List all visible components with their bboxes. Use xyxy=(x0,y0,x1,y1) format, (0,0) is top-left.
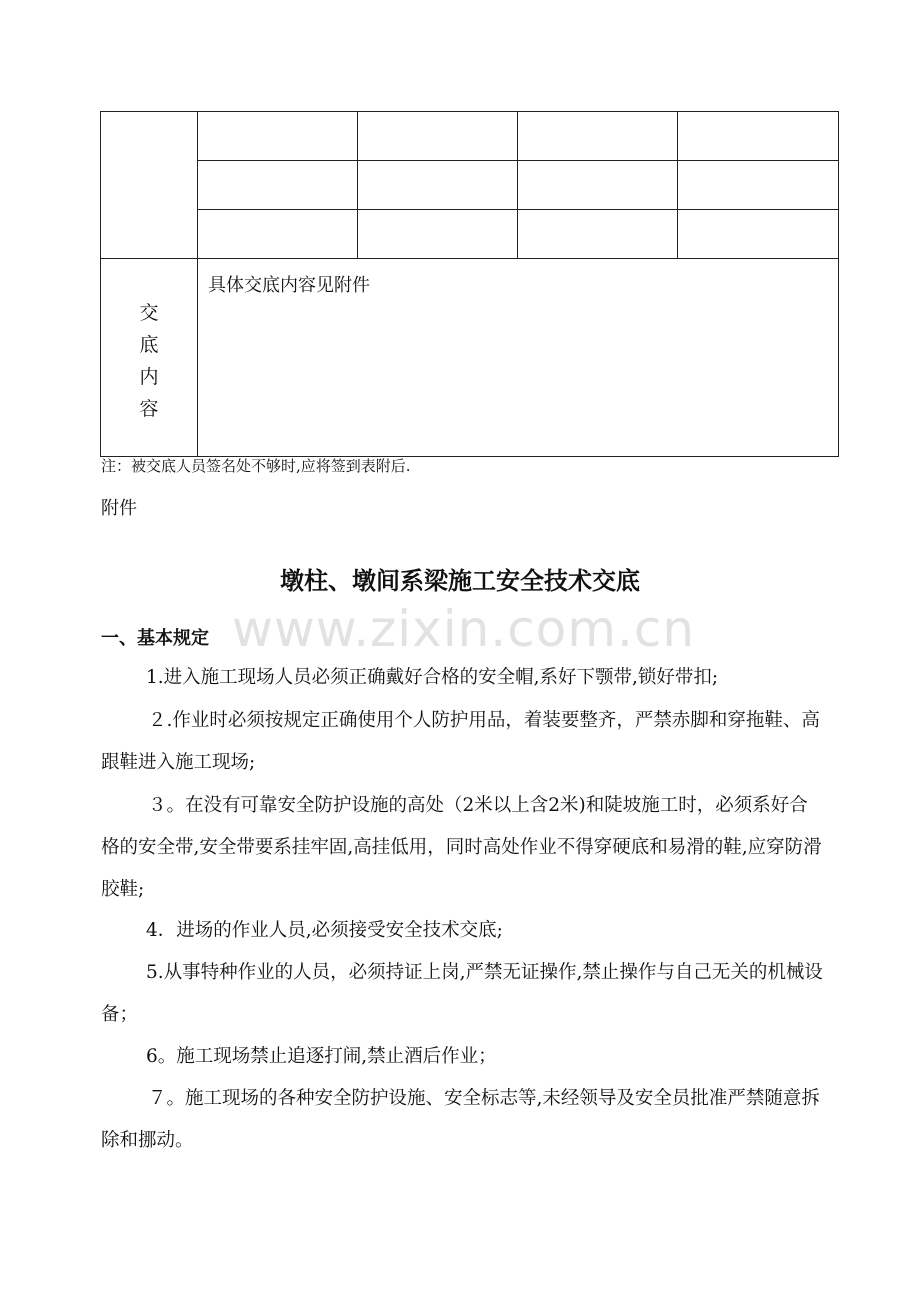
content-label-char: 内 xyxy=(139,365,159,388)
content-label-char: 交 xyxy=(139,301,159,324)
table-note: 注：被交底人员签名处不够时,应将签到表附后. xyxy=(101,457,411,475)
signature-cell xyxy=(198,161,358,210)
signature-row xyxy=(101,112,839,161)
rule-item: ２.作业时必须按规定正确使用个人防护用品，着装要整齐，严禁赤脚和穿拖鞋、高跟鞋进入施工现场; xyxy=(101,710,820,773)
rule-item: 5.从事特种作业的人员，必须持证上岗,严禁无证操作,禁止操作与自己无关的机械设备； xyxy=(101,962,823,1025)
signature-cell xyxy=(198,112,358,161)
section-heading: 一、基本规定 xyxy=(101,628,209,649)
watermark: www.zixin.com.cn xyxy=(232,600,696,658)
document-title: 墩柱、墩间系梁施工安全技术交底 xyxy=(280,566,640,595)
signature-cell xyxy=(518,210,678,259)
signature-cell xyxy=(678,112,839,161)
signature-cell xyxy=(358,112,518,161)
signature-cell xyxy=(518,161,678,210)
content-label-char: 容 xyxy=(139,397,159,420)
signature-cell xyxy=(198,210,358,259)
content-label-char: 底 xyxy=(139,333,159,356)
rule-item: ７。施工现场的各种安全防护设施、安全标志等,未经领导及安全员批准严禁随意拆除和挪动。 xyxy=(101,1088,820,1151)
rule-item: 1.进入施工现场人员必须正确戴好合格的安全帽,系好下颚带,锁好带扣; xyxy=(146,667,719,688)
signature-cell xyxy=(518,112,678,161)
signature-cell xyxy=(678,161,839,210)
attachment-label: 附件 xyxy=(101,498,137,519)
rule-item: 4．进场的作业人员,必须接受安全技术交底; xyxy=(146,920,503,941)
content-label xyxy=(101,259,198,457)
content-row xyxy=(101,259,839,457)
signature-cell xyxy=(358,210,518,259)
signature-row xyxy=(101,210,839,259)
signature-cell xyxy=(678,210,839,259)
signature-label-cell xyxy=(101,112,198,259)
content-text: 具体交底内容见附件 xyxy=(198,259,839,457)
signature-table xyxy=(100,111,839,457)
rule-item: ３。在没有可靠安全防护设施的高处（2米以上含2米)和陡坡施工时，必须系好合格的安全带,安全带要系挂牢固,高挂低用，同时高处作业不得穿硬底和易滑的鞋,应穿防滑胶鞋; xyxy=(101,795,822,900)
rule-item: 6。施工现场禁止追逐打闹,禁止酒后作业； xyxy=(146,1046,497,1067)
signature-cell xyxy=(358,161,518,210)
signature-row xyxy=(101,161,839,210)
